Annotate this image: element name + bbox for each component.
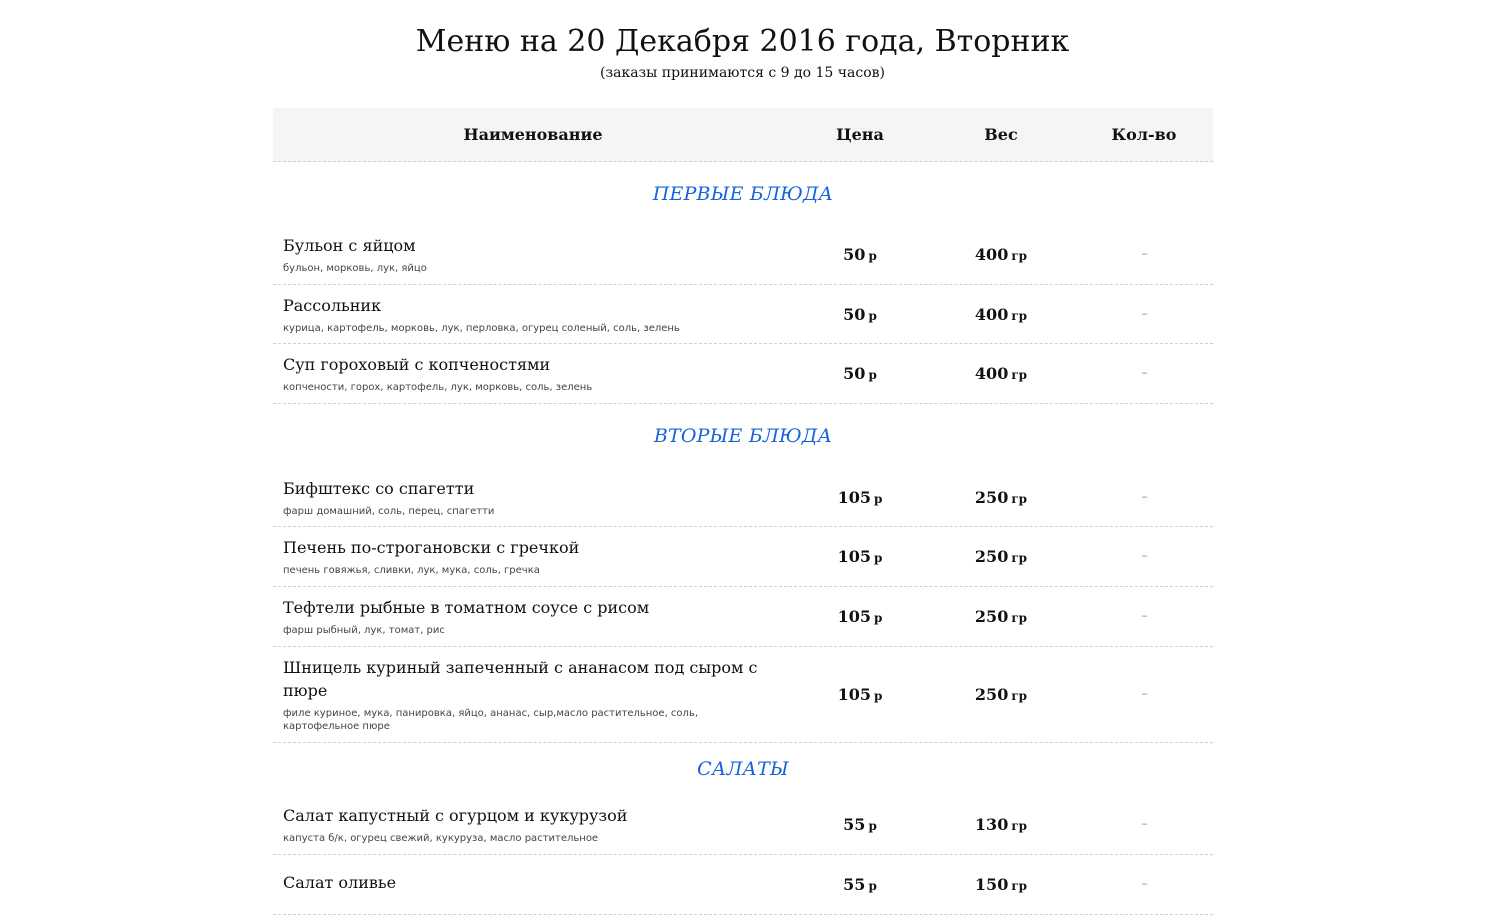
menu-item-row [273,344,1213,404]
menu-item-name: Салат капустный с огурцом и кукурузой [283,806,628,825]
menu-item-details [273,871,793,899]
quantity-selector[interactable]: -- [1141,819,1147,830]
weight-unit: гр [1011,689,1028,703]
weight-value: 250 [974,607,1009,626]
menu-item-description: бульон, морковь, лук, яйцо [283,263,427,274]
menu-item-description: копчености, горох, картофель, лук, морковь, соль, зелень [283,382,593,393]
menu-item-details [273,353,793,394]
menu-table [273,108,1213,915]
table-header [273,108,1213,162]
menu-item-row [273,587,1213,647]
price-value: 50 [843,245,866,264]
menu-item-description: фарш рыбный, лук, томат, рис [283,625,445,636]
menu-item-details [273,477,793,518]
price-unit: р [874,491,883,506]
price-unit: р [868,308,877,323]
weight-unit: гр [1011,611,1028,625]
weight-unit: гр [1011,879,1028,893]
column-header-price: Цена [836,125,884,144]
price-value: 105 [837,547,871,566]
price-value: 105 [837,487,871,507]
menu-item-details [273,596,793,637]
price-unit: р [874,551,883,565]
weight-unit: гр [1011,819,1028,833]
menu-item-price [793,607,927,626]
menu-item-name: Шницель куриный запеченный с ананасом под сыром с пюре [283,658,758,700]
weight-unit: гр [1011,551,1028,565]
column-header-name: Наименование [463,125,603,144]
weight-unit: гр [1011,368,1028,382]
menu-item-description: филе куриное, мука, панировка, яйцо, ананас, сыр,масло растительное, соль, картофельное пюре [283,708,699,732]
price-unit: р [868,249,877,263]
price-unit: р [874,689,883,703]
menu-item-name: Бифштекс со спагетти [283,478,475,498]
price-unit: р [874,611,883,625]
column-header-weight: Вес [984,125,1018,144]
weight-value: 130 [974,815,1009,834]
menu-item-weight [927,305,1075,324]
price-unit: р [868,879,877,893]
menu-item-row [273,225,1213,285]
price-value: 55 [843,875,866,894]
weight-value: 250 [974,547,1009,566]
weight-value: 400 [974,304,1009,324]
menu-item-weight [927,547,1075,566]
quantity-selector[interactable]: -- [1141,249,1147,260]
menu-item-price [793,685,927,704]
weight-unit: гр [1011,249,1028,263]
menu-item-name: Тефтели рыбные в томатном соусе с рисом [283,598,650,617]
weight-value: 250 [974,685,1009,704]
weight-value: 400 [974,364,1009,383]
menu-item-weight [927,607,1075,626]
menu-item-weight [927,875,1075,894]
menu-item-row [273,855,1213,915]
menu-item-details [273,656,793,733]
price-unit: р [868,819,877,833]
menu-item-description: капуста б/к, огурец свежий, кукуруза, масло растительное [283,833,599,844]
menu-item-name: Рассольник [283,295,382,315]
price-value: 50 [843,304,866,324]
price-value: 50 [843,364,866,383]
menu-item-details [273,804,793,845]
column-header-quantity: Кол-во [1111,125,1177,144]
menu-item-name: Печень по-строгановски с гречкой [283,538,580,557]
menu-item-price [793,245,927,264]
section-title: ПЕРВЫЕ БЛЮДА [652,182,834,205]
menu-item-name: Суп гороховый с копченостями [283,355,551,374]
order-hours-note: (заказы принимаются с 9 до 15 часов) [600,65,885,81]
price-value: 105 [837,607,871,626]
weight-unit: гр [1011,491,1028,506]
section-title: САЛАТЫ [697,758,789,780]
menu-item-price [793,305,927,324]
quantity-selector[interactable]: -- [1141,368,1147,379]
menu-item-name: Салат оливье [283,872,397,892]
menu-item-row [273,647,1213,743]
quantity-selector[interactable]: -- [1141,551,1147,562]
weight-unit: гр [1011,308,1028,323]
menu-item-price [793,815,927,834]
quantity-selector[interactable]: -- [1141,611,1147,622]
menu-item-description: фарш домашний, соль, перец, спагетти [283,505,495,517]
section-title: ВТОРЫЕ БЛЮДА [653,425,833,447]
menu-item-details [273,234,793,275]
menu-item-details [273,294,793,335]
menu-item-price [793,547,927,566]
price-value: 105 [837,685,871,704]
quantity-selector[interactable]: -- [1141,879,1147,890]
quantity-selector[interactable]: -- [1141,689,1147,700]
menu-item-weight [927,685,1075,704]
menu-item-price [793,875,927,894]
price-unit: р [868,368,877,382]
menu-item-row [273,468,1213,527]
menu-item-price [793,488,927,507]
quantity-selector[interactable]: -- [1141,308,1147,320]
menu-item-row [273,285,1213,344]
weight-value: 400 [974,245,1009,264]
menu-item-details [273,536,793,577]
menu-item-name: Бульон с яйцом [283,236,416,255]
menu-item-weight [927,488,1075,507]
menu-item-weight [927,364,1075,383]
menu-item-row [273,795,1213,855]
weight-value: 150 [974,875,1009,894]
price-value: 55 [843,815,866,834]
menu-item-description: печень говяжья, сливки, лук, мука, соль, гречка [283,565,540,576]
quantity-selector[interactable]: -- [1141,491,1147,503]
menu-item-weight [927,815,1075,834]
menu-item-weight [927,245,1075,264]
weight-value: 250 [974,487,1009,507]
menu-item-price [793,364,927,383]
menu-item-row [273,527,1213,587]
menu-item-description: курица, картофель, морковь, лук, перловка, огурец соленый, соль, зелень [283,322,680,334]
page-title: Меню на 20 Декабря 2016 года, Вторник [415,24,1070,59]
